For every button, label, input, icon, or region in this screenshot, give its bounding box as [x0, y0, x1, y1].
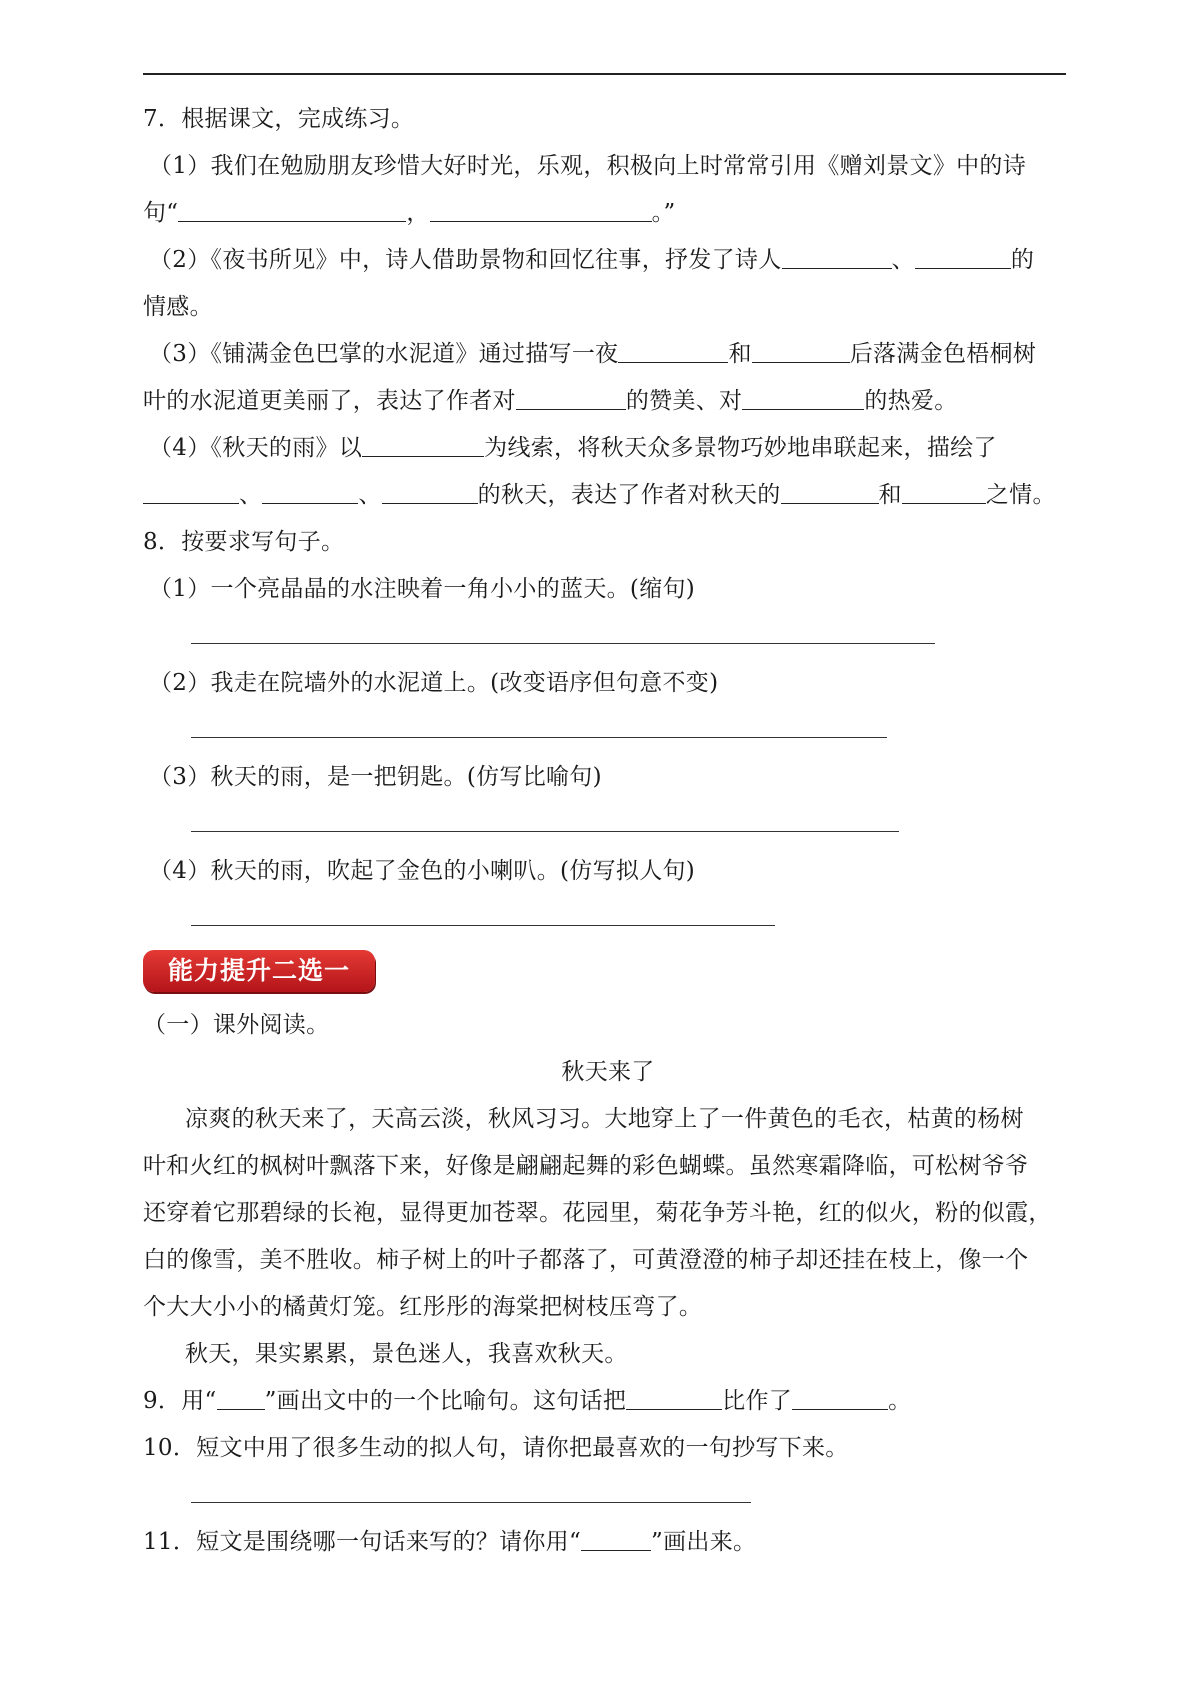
answer-line[interactable] [143, 707, 1073, 754]
underline-sample [581, 1524, 651, 1551]
fill-blank[interactable] [915, 242, 1011, 269]
fill-blank[interactable] [178, 195, 406, 222]
q8-sentence-2: （2）我走在院墙外的水泥道上。(改变语序但句意不变) [149, 670, 719, 696]
fill-blank[interactable] [362, 430, 484, 457]
passage-line: 白的像雪，美不胜收。柿子树上的叶子都落了，可黄澄澄的柿子却还挂在枝上，像一个 [143, 1247, 1029, 1273]
passage-closing: 秋天，果实累累，景色迷人，我喜欢秋天。 [185, 1341, 628, 1367]
underline-sample [217, 1383, 265, 1410]
section-banner [143, 942, 1073, 1002]
q7-part3-line1: （3）《铺满金色巴掌的水泥道》通过描写一夜 和 后落满金色梧桐树 [143, 331, 1073, 378]
answer-line[interactable] [143, 895, 1073, 942]
passage-line: 个大大小小的橘黄灯笼。红彤彤的海棠把树枝压弯了。 [143, 1294, 703, 1320]
passage-line: 凉爽的秋天来了，天高云淡，秋风习习。大地穿上了一件黄色的毛衣，枯黄的杨树 [185, 1106, 1024, 1132]
q11: 11．短文是围绕哪一句话来写的？请你用“ ”画出来。 [143, 1519, 1073, 1566]
q9: 9．用“ ”画出文中的一个比喻句。这句话把 比作了 。 [143, 1378, 1073, 1425]
q7-part2-line1: （2）《夜书所见》中，诗人借助景物和回忆往事，抒发了诗人 、 的 [143, 237, 1073, 284]
fill-blank[interactable] [430, 195, 652, 222]
fill-blank[interactable] [792, 1383, 888, 1410]
q7-part2-line2: 情感。 [143, 294, 213, 320]
passage-line: 叶和火红的枫树叶飘落下来，好像是翩翩起舞的彩色蝴蝶。虽然寒霜降临，可松树爷爷 [143, 1153, 1029, 1179]
header-rule [143, 73, 1066, 75]
q7-part1-line2: 句“ ， 。” [143, 190, 1073, 237]
reading-title: 秋天来了 [561, 1059, 655, 1085]
q8-sentence-1: （1）一个亮晶晶的水注映着一角小小的蓝天。(缩句) [149, 576, 696, 602]
fill-blank[interactable] [902, 477, 986, 504]
reading-intro: （一）课外阅读。 [143, 1012, 330, 1038]
answer-line[interactable] [143, 1472, 1073, 1519]
fill-blank[interactable] [143, 477, 239, 504]
answer-line[interactable] [143, 801, 1073, 848]
fill-blank[interactable] [516, 383, 626, 410]
q10: 10．短文中用了很多生动的拟人句，请你把最喜欢的一句抄写下来。 [143, 1435, 849, 1461]
answer-line[interactable] [143, 613, 1073, 660]
q7-part3-line2: 叶的水泥道更美丽了，表达了作者对 的赞美、对 的热爱。 [143, 378, 1073, 425]
fill-blank[interactable] [382, 477, 478, 504]
fill-blank[interactable] [752, 336, 850, 363]
worksheet-content [143, 96, 1073, 1566]
passage-line: 还穿着它那碧绿的长袍，显得更加苍翠。花园里，菊花争芳斗艳，红的似火，粉的似霞， [143, 1200, 1052, 1226]
q7-part4-line1: （4）《秋天的雨》以 为线索，将秋天众多景物巧妙地串联起来，描绘了 [143, 425, 1073, 472]
fill-blank[interactable] [626, 1383, 722, 1410]
q7-heading: 7．根据课文，完成练习。 [143, 106, 415, 132]
fill-blank[interactable] [618, 336, 728, 363]
q8-sentence-4: （4）秋天的雨，吹起了金色的小喇叭。(仿写拟人句) [149, 858, 696, 884]
section-banner-label: 能力提升二选一 [143, 950, 375, 992]
fill-blank[interactable] [262, 477, 358, 504]
q7-part4-line2: 、 、 的秋天，表达了作者对秋天的 和 之情。 [143, 472, 1073, 519]
fill-blank[interactable] [782, 242, 892, 269]
fill-blank[interactable] [742, 383, 864, 410]
q8-heading: 8．按要求写句子。 [143, 529, 345, 555]
q7-part1-line1: （1）我们在勉励朋友珍惜大好时光，乐观，积极向上时常常引用《赠刘景文》中的诗 [149, 153, 1027, 179]
q8-sentence-3: （3）秋天的雨，是一把钥匙。(仿写比喻句) [149, 764, 602, 790]
fill-blank[interactable] [781, 477, 879, 504]
